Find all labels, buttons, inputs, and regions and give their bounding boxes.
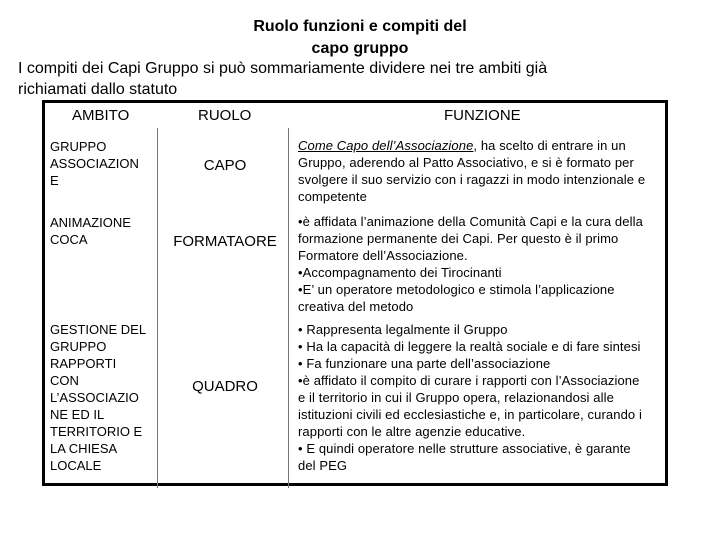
row-1-ruolo: CAPO	[203, 157, 247, 174]
ambito-line: E	[50, 173, 59, 188]
funzione-line: svolgere il suo servizio con i ragazzi in modo intenzionale e	[298, 172, 646, 187]
funzione-line: •è affidato il compito di curare i rapporti con l’Associazione	[298, 373, 640, 388]
ambito-line: GRUPPO	[50, 139, 107, 154]
funzione-line: rapporti con le altre agenzie educative.	[298, 424, 526, 439]
ambito-line: RAPPORTI	[50, 356, 117, 371]
funzione-emphasis: Come Capo dell’Associazione	[298, 138, 474, 153]
ambito-line: ANIMAZIONE	[50, 215, 131, 230]
title-line-2: capo gruppo	[311, 40, 409, 57]
row-2-funzione	[298, 213, 668, 315]
ambito-line: ASSOCIAZION	[50, 156, 139, 171]
title-line-1: Ruolo funzioni e compiti del	[253, 18, 467, 35]
ambito-line: TERRITORIO E	[50, 424, 143, 439]
roles-table	[42, 100, 668, 486]
funzione-line: •Accompagnamento dei Tirocinanti	[298, 265, 502, 280]
row-3-funzione	[298, 321, 668, 474]
funzione-line: formazione permanente dei Capi. Per questo è il primo	[298, 231, 619, 246]
row-1-funzione	[298, 137, 668, 205]
ambito-line: LOCALE	[50, 458, 102, 473]
funzione-line: Formatore dell’Associazione.	[298, 248, 468, 263]
ambito-line: LA CHIESA	[50, 441, 118, 456]
header-ruolo: RUOLO	[198, 107, 252, 124]
row-1-ambito	[50, 138, 158, 189]
intro-line-2: richiamati dallo statuto	[18, 81, 178, 98]
ambito-line: CON	[50, 373, 79, 388]
funzione-line: del PEG	[298, 458, 348, 473]
funzione-line: •E’ un operatore metodologico e stimola l’applicazione	[298, 282, 615, 297]
funzione-line: Come Capo dell’Associazione, ha scelto di entrare in un	[298, 138, 626, 153]
funzione-line: competente	[298, 189, 367, 204]
funzione-line: creativa del metodo	[298, 299, 414, 314]
funzione-line: • Rappresenta legalmente il Gruppo	[298, 322, 508, 337]
row-3-ruolo: QUADRO	[192, 378, 258, 395]
funzione-line: • Ha la capacità di leggere la realtà sociale e di fare sintesi	[298, 339, 641, 354]
intro-line-1: I compiti dei Capi Gruppo si può sommariamente dividere nei tre ambiti già	[18, 60, 548, 77]
ambito-line: GRUPPO	[50, 339, 107, 354]
funzione-line: • Fa funzionare una parte dell’associazione	[298, 356, 551, 371]
ambito-line: L’ASSOCIAZIO	[50, 390, 139, 405]
funzione-line: istituzioni civili ed ecclesiastiche e, in particolare, curando i	[298, 407, 642, 422]
intro-text	[18, 58, 708, 100]
header-ambito: AMBITO	[72, 107, 130, 124]
column-divider	[288, 128, 289, 488]
funzione-line: e il territorio in cui il Gruppo opera, relazionandosi alle	[298, 390, 614, 405]
header-funzione: FUNZIONE	[444, 107, 521, 124]
row-3-ambito	[50, 321, 158, 474]
ambito-line: GESTIONE DEL	[50, 322, 147, 337]
ambito-line: NE ED IL	[50, 407, 105, 422]
row-2-ambito	[50, 214, 158, 248]
row-2-ruolo: FORMATAORE	[173, 233, 277, 250]
funzione-line: •è affidata l’animazione della Comunità Capi e la cura della	[298, 214, 643, 229]
ambito-line: COCA	[50, 232, 88, 247]
funzione-line: • E quindi operatore nelle strutture associative, è garante	[298, 441, 631, 456]
page-title	[230, 16, 490, 60]
funzione-line: Gruppo, aderendo al Patto Associativo, e si è formato per	[298, 155, 634, 170]
